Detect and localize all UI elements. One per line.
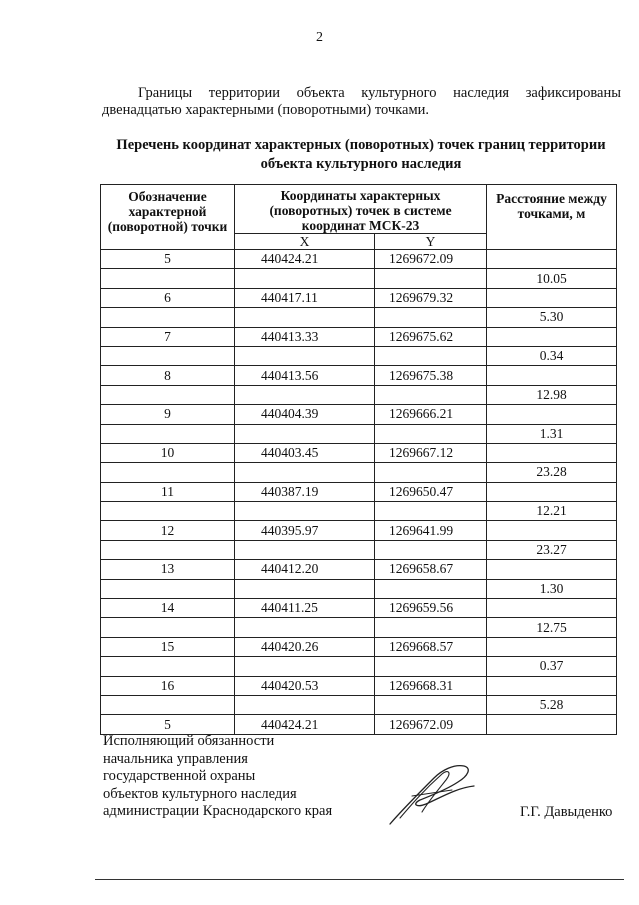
distance-cell: 12.75 <box>487 618 617 637</box>
x-cell: 440413.33 <box>235 327 375 346</box>
table-row <box>101 327 617 346</box>
point-cell: 10 <box>101 443 235 462</box>
x-cell <box>235 579 375 598</box>
point-cell <box>101 424 235 443</box>
point-cell <box>101 540 235 559</box>
y-cell: 1269666.21 <box>375 405 487 424</box>
point-cell <box>101 463 235 482</box>
x-cell: 440404.39 <box>235 405 375 424</box>
point-cell: 12 <box>101 521 235 540</box>
distance-cell <box>487 521 617 540</box>
y-cell: 1269659.56 <box>375 599 487 618</box>
table-row <box>101 250 617 269</box>
distance-cell <box>487 327 617 346</box>
coordinates-table <box>100 184 617 735</box>
table-row <box>101 521 617 540</box>
table-row <box>101 599 617 618</box>
x-cell <box>235 540 375 559</box>
y-cell <box>375 502 487 521</box>
y-cell: 1269650.47 <box>375 482 487 501</box>
table-row <box>101 443 617 462</box>
table-row <box>101 540 617 559</box>
y-cell: 1269675.62 <box>375 327 487 346</box>
table-row <box>101 695 617 714</box>
distance-cell <box>487 560 617 579</box>
x-cell: 440424.21 <box>235 715 375 734</box>
y-cell <box>375 540 487 559</box>
x-cell: 440413.56 <box>235 366 375 385</box>
table-row <box>101 502 617 521</box>
signatory-name: Г.Г. Давыденко <box>520 804 613 820</box>
x-cell <box>235 424 375 443</box>
header-point: Обозначение характерной (поворотной) точки <box>101 185 235 250</box>
title-line-1: Перечень координат характерных (поворотных) точек границ территории <box>116 137 606 153</box>
distance-cell <box>487 482 617 501</box>
distance-cell <box>487 715 617 734</box>
table-row <box>101 366 617 385</box>
distance-cell: 1.30 <box>487 579 617 598</box>
signatory-line: объектов культурного наследия <box>103 785 297 802</box>
table-row <box>101 482 617 501</box>
table-row <box>101 346 617 365</box>
distance-cell: 5.30 <box>487 308 617 327</box>
table-row <box>101 308 617 327</box>
table-row <box>101 676 617 695</box>
x-cell <box>235 463 375 482</box>
point-cell <box>101 385 235 404</box>
distance-cell: 5.28 <box>487 695 617 714</box>
document-title <box>100 136 622 174</box>
intro-paragraph <box>102 85 621 119</box>
y-cell <box>375 579 487 598</box>
table-row <box>101 560 617 579</box>
signatory-line: администрации Краснодарского края <box>103 803 333 819</box>
distance-cell: 12.98 <box>487 385 617 404</box>
y-cell <box>375 695 487 714</box>
distance-cell <box>487 250 617 269</box>
x-cell <box>235 269 375 288</box>
y-cell: 1269641.99 <box>375 521 487 540</box>
distance-cell: 23.27 <box>487 540 617 559</box>
y-cell: 1269668.57 <box>375 637 487 656</box>
distance-cell <box>487 288 617 307</box>
distance-cell <box>487 637 617 656</box>
table-row <box>101 288 617 307</box>
y-cell: 1269679.32 <box>375 288 487 307</box>
point-cell <box>101 695 235 714</box>
point-cell: 14 <box>101 599 235 618</box>
x-cell <box>235 502 375 521</box>
x-cell <box>235 346 375 365</box>
y-cell: 1269668.31 <box>375 676 487 695</box>
table-row <box>101 637 617 656</box>
header-coordinates: Координаты характерных (поворотных) точек в системе координат МСК-23 <box>235 185 487 234</box>
point-cell: 5 <box>101 250 235 269</box>
y-cell <box>375 618 487 637</box>
distance-cell: 0.34 <box>487 346 617 365</box>
x-cell <box>235 695 375 714</box>
point-cell <box>101 579 235 598</box>
table-row <box>101 657 617 676</box>
point-cell: 13 <box>101 560 235 579</box>
page-number: 2 <box>316 30 323 45</box>
point-cell: 16 <box>101 676 235 695</box>
x-cell <box>235 618 375 637</box>
signatory-line: государственной охраны <box>103 768 256 784</box>
point-cell: 8 <box>101 366 235 385</box>
y-cell: 1269658.67 <box>375 560 487 579</box>
point-cell: 6 <box>101 288 235 307</box>
table-row <box>101 618 617 637</box>
distance-cell <box>487 443 617 462</box>
y-cell: 1269672.09 <box>375 715 487 734</box>
bottom-divider <box>95 879 624 880</box>
y-cell <box>375 308 487 327</box>
distance-cell <box>487 676 617 695</box>
distance-cell: 1.31 <box>487 424 617 443</box>
y-cell <box>375 424 487 443</box>
signatory-position <box>103 733 332 821</box>
y-cell <box>375 346 487 365</box>
header-x: X <box>235 234 375 250</box>
y-cell <box>375 657 487 676</box>
x-cell: 440424.21 <box>235 250 375 269</box>
table-row <box>101 405 617 424</box>
point-cell: 7 <box>101 327 235 346</box>
y-cell <box>375 463 487 482</box>
x-cell: 440420.53 <box>235 676 375 695</box>
point-cell: 5 <box>101 715 235 734</box>
point-cell <box>101 346 235 365</box>
x-cell: 440411.25 <box>235 599 375 618</box>
intro-text: Границы территории объекта культурного наследия зафиксированы двенадцатью характерными (поворотными) точками. <box>102 85 621 118</box>
table-row <box>101 715 617 734</box>
header-y: Y <box>375 234 487 250</box>
distance-cell <box>487 366 617 385</box>
distance-cell <box>487 599 617 618</box>
distance-cell <box>487 405 617 424</box>
distance-cell: 0.37 <box>487 657 617 676</box>
signatory-line: Исполняющий обязанности <box>103 733 275 749</box>
title-line-2: объекта культурного наследия <box>260 156 462 172</box>
header-distance: Расстояние между точками, м <box>487 185 617 250</box>
x-cell: 440395.97 <box>235 521 375 540</box>
point-cell <box>101 269 235 288</box>
y-cell <box>375 269 487 288</box>
x-cell <box>235 308 375 327</box>
point-cell: 15 <box>101 637 235 656</box>
point-cell <box>101 657 235 676</box>
distance-cell: 12.21 <box>487 502 617 521</box>
table-row <box>101 579 617 598</box>
x-cell: 440387.19 <box>235 482 375 501</box>
x-cell <box>235 657 375 676</box>
point-cell <box>101 308 235 327</box>
x-cell: 440420.26 <box>235 637 375 656</box>
distance-cell: 23.28 <box>487 463 617 482</box>
x-cell: 440403.45 <box>235 443 375 462</box>
point-cell: 11 <box>101 482 235 501</box>
signatory-line: начальника управления <box>103 750 248 767</box>
table-row <box>101 269 617 288</box>
x-cell: 440417.11 <box>235 288 375 307</box>
y-cell: 1269672.09 <box>375 250 487 269</box>
table-body <box>101 250 617 735</box>
x-cell: 440412.20 <box>235 560 375 579</box>
point-cell <box>101 502 235 521</box>
table-row <box>101 424 617 443</box>
distance-cell: 10.05 <box>487 269 617 288</box>
table-row <box>101 463 617 482</box>
point-cell <box>101 618 235 637</box>
y-cell: 1269675.38 <box>375 366 487 385</box>
handwritten-signature <box>382 760 482 826</box>
x-cell <box>235 385 375 404</box>
y-cell: 1269667.12 <box>375 443 487 462</box>
table-row <box>101 385 617 404</box>
point-cell: 9 <box>101 405 235 424</box>
y-cell <box>375 385 487 404</box>
